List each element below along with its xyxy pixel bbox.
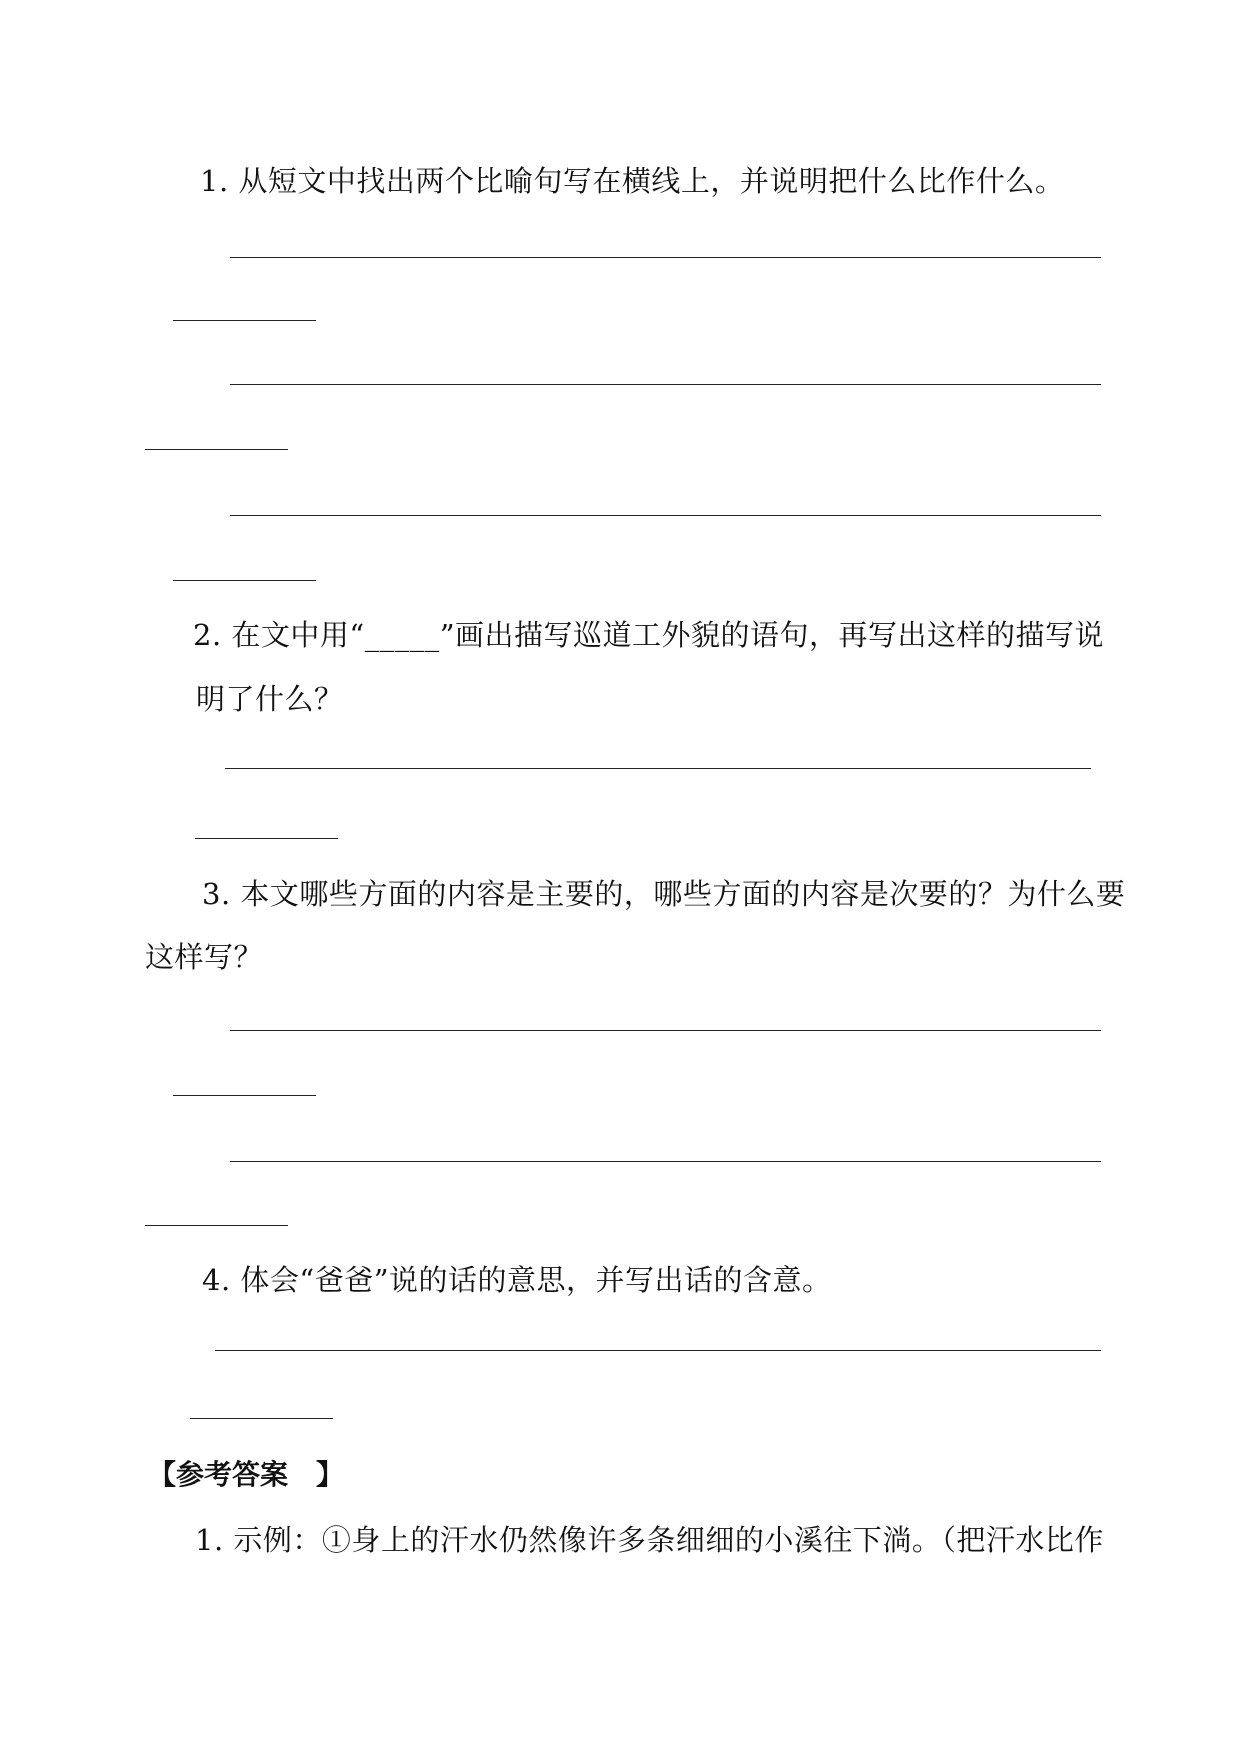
question-1-text: 1. 从短文中找出两个比喻句写在横线上，并说明把什么比作什么。 <box>200 164 1065 198</box>
answer-line[interactable] <box>190 1418 333 1419</box>
answer-line[interactable] <box>145 1225 288 1226</box>
question-2-text-continued: 明了什么？ <box>196 682 344 716</box>
answer-line[interactable] <box>230 1030 1101 1031</box>
answer-line[interactable] <box>215 1350 1101 1351</box>
answer-line[interactable] <box>173 1095 316 1096</box>
answer-line[interactable] <box>230 257 1101 258</box>
question-3-text-continued: 这样写？ <box>145 940 264 974</box>
answer-key-heading: 【参考答案 】 <box>148 1458 345 1491</box>
answer-line[interactable] <box>230 384 1101 385</box>
answer-line[interactable] <box>230 1161 1101 1162</box>
answer-line[interactable] <box>173 580 316 581</box>
answer-line[interactable] <box>230 515 1101 516</box>
answer-1-text: 1. 示例：①身上的汗水仍然像许多条细细的小溪往下淌。（把汗水比作 <box>195 1523 1104 1557</box>
answer-line[interactable] <box>195 838 338 839</box>
question-2-text: 2. 在文中用“_____”画出描写巡道工外貌的语句，再写出这样的描写说 <box>193 618 1105 652</box>
answer-line[interactable] <box>145 449 288 450</box>
answer-line[interactable] <box>173 320 316 321</box>
answer-line[interactable] <box>225 768 1091 769</box>
question-4-text: 4. 体会“爸爸”说的话的意思，并写出话的含意。 <box>202 1263 832 1297</box>
question-3-text: 3. 本文哪些方面的内容是主要的，哪些方面的内容是次要的？为什么要 <box>202 877 1126 911</box>
